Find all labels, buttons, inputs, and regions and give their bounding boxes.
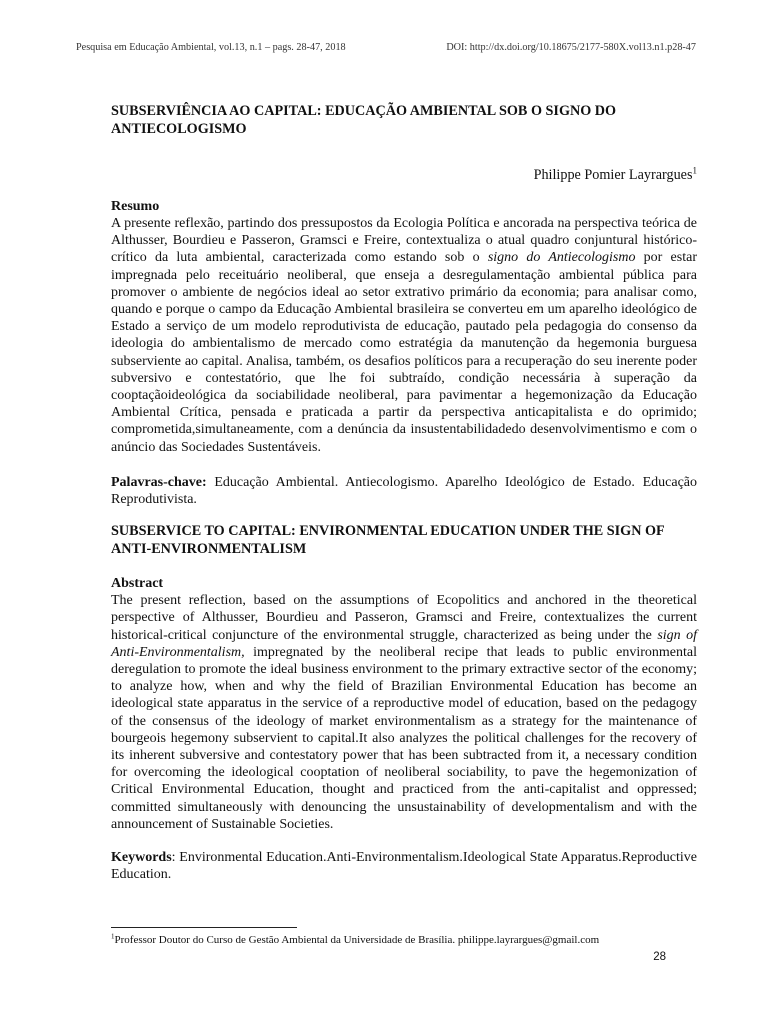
footnote-text: Professor Doutor do Curso de Gestão Ambiental da Universidade de Brasília. philippe.layrargues@gmail.com — [114, 934, 600, 946]
footnote-divider — [111, 927, 297, 928]
title-english: SUBSERVICE TO CAPITAL: ENVIRONMENTAL EDUCATION UNDER THE SIGN OF ANTI-ENVIRONMENTALISM — [111, 523, 665, 558]
abstract-heading-en: Abstract — [111, 576, 164, 592]
abstract-pt-part1: A presente reflexão, partindo dos pressupostos da Ecologia Política e ancorada na perspectiva teórica de Althusser, Bourdieu e Passeron, Gramsci e Freire, contextualiza o atual quadro conjuntural histórico-crítico da luta ambiental, caracterizada como estando sob o — [111, 216, 697, 266]
page-number: 28 — [653, 951, 666, 963]
abstract-heading-pt: Resumo — [111, 199, 160, 214]
keywords-pt — [111, 474, 697, 508]
author-footnote-marker[interactable]: 1 — [692, 165, 697, 176]
abstract-en-part1: The present reflection, based on the assumptions of Ecopolitics and anchored in the theoretical perspective of Althusser, Bourdieu and Passeron, Gramsci and Freire, contextualizes the current historical-critical conjuncture of the environmental struggle, characterized as being under the — [111, 593, 697, 643]
abstract-text-en — [111, 592, 697, 833]
author-line — [111, 166, 697, 184]
footnote-marker: 1 — [111, 932, 115, 941]
keywords-en-label: Keywords — [111, 850, 172, 866]
keywords-en-text: : Environmental Education.Anti-Environmentalism.Ideological State Apparatus.Reproductive Education. — [111, 850, 697, 883]
running-header — [76, 42, 696, 53]
keywords-en — [111, 849, 697, 883]
abstract-pt-part2: por estar impregnada pelo receituário neoliberal, que enseja a desregulamentação ambiental pública para promover o ambiente de negócios ideal ao setor extrativo primário da economia; para analisar como, quando e porque o campo da Educação Ambiental brasileira se converteu em um aparelho ideológico de Estado a serviço de um modelo reprodutivista de educação, pautado pela pedagogia do consenso da ideologia do ambientalismo de mercado como estratégia da manutenção da hegemonia burguesa subserviente ao capital. Analisa, também, os desafios políticos para a recuperação do seu inerente poder subversivo e contestatório, que lhe foi subtraído, condição necessária à superação da cooptaçãoideológica da sociabilidade neoliberal, para pavimentar a hegemonização da Educação Ambiental Crítica, pensada e praticada a partir da perspectiva anticapitalista e do oprimido; comprometida,simultaneamente, com a denúncia da insustentabilidadedo desenvolvimentismo e com o anúncio das Sociedades Sustentáveis. — [111, 250, 697, 455]
abstract-text-pt — [111, 215, 697, 456]
abstract-pt-italic: signo do Antiecologismo — [487, 250, 636, 266]
keywords-pt-text: Educação Ambiental. Antiecologismo. Aparelho Ideológico de Estado. Educação Reprodutivista. — [111, 474, 697, 508]
abstract-en-italic: sign of Anti-Environmentalism, — [111, 627, 697, 660]
title-portuguese: SUBSERVIÊNCIA AO CAPITAL: EDUCAÇÃO AMBIENTAL SOB O SIGNO DO ANTIECOLOGISMO — [111, 103, 617, 137]
doi-link[interactable]: DOI: http://dx.doi.org/10.18675/2177-580X.vol13.n1.p28-47 — [446, 42, 696, 53]
journal-citation: Pesquisa em Educação Ambiental, vol.13, n.1 – pags. 28-47, 2018 — [76, 42, 346, 53]
main-content — [111, 102, 697, 884]
author-name: Philippe Pomier Layrargues — [533, 167, 693, 183]
abstract-en-part2: impregnated by the neoliberal recipe that leads to public environmental deregulation to promote the ideal business environment to the primary extractive sector of the economy; to analyze how, when and why the field of Brazilian Environmental Education has become an ideological state apparatus in the service of a reproductive model of education, based on the pedagogy of the consensus of the ideology of market environmentalism as a strategy for the maintenance of bourgeois hegemony subservient to capital.It also analyzes the political challenges for the recovery of its inherent subversive and contestatory power that has been subtracted from it, a necessary condition for overcoming the ideological cooptation of neoliberal sociability, to pave the hegemonization of Critical Environmental Education, thought and practiced from the anti-capitalist and oppressed; committed simultaneously with denouncing the unsustainability of developmentalism and with the announcement of Sustainable Societies. — [111, 644, 697, 832]
footnote — [111, 934, 599, 946]
keywords-pt-label: Palavras-chave: — [111, 474, 207, 490]
